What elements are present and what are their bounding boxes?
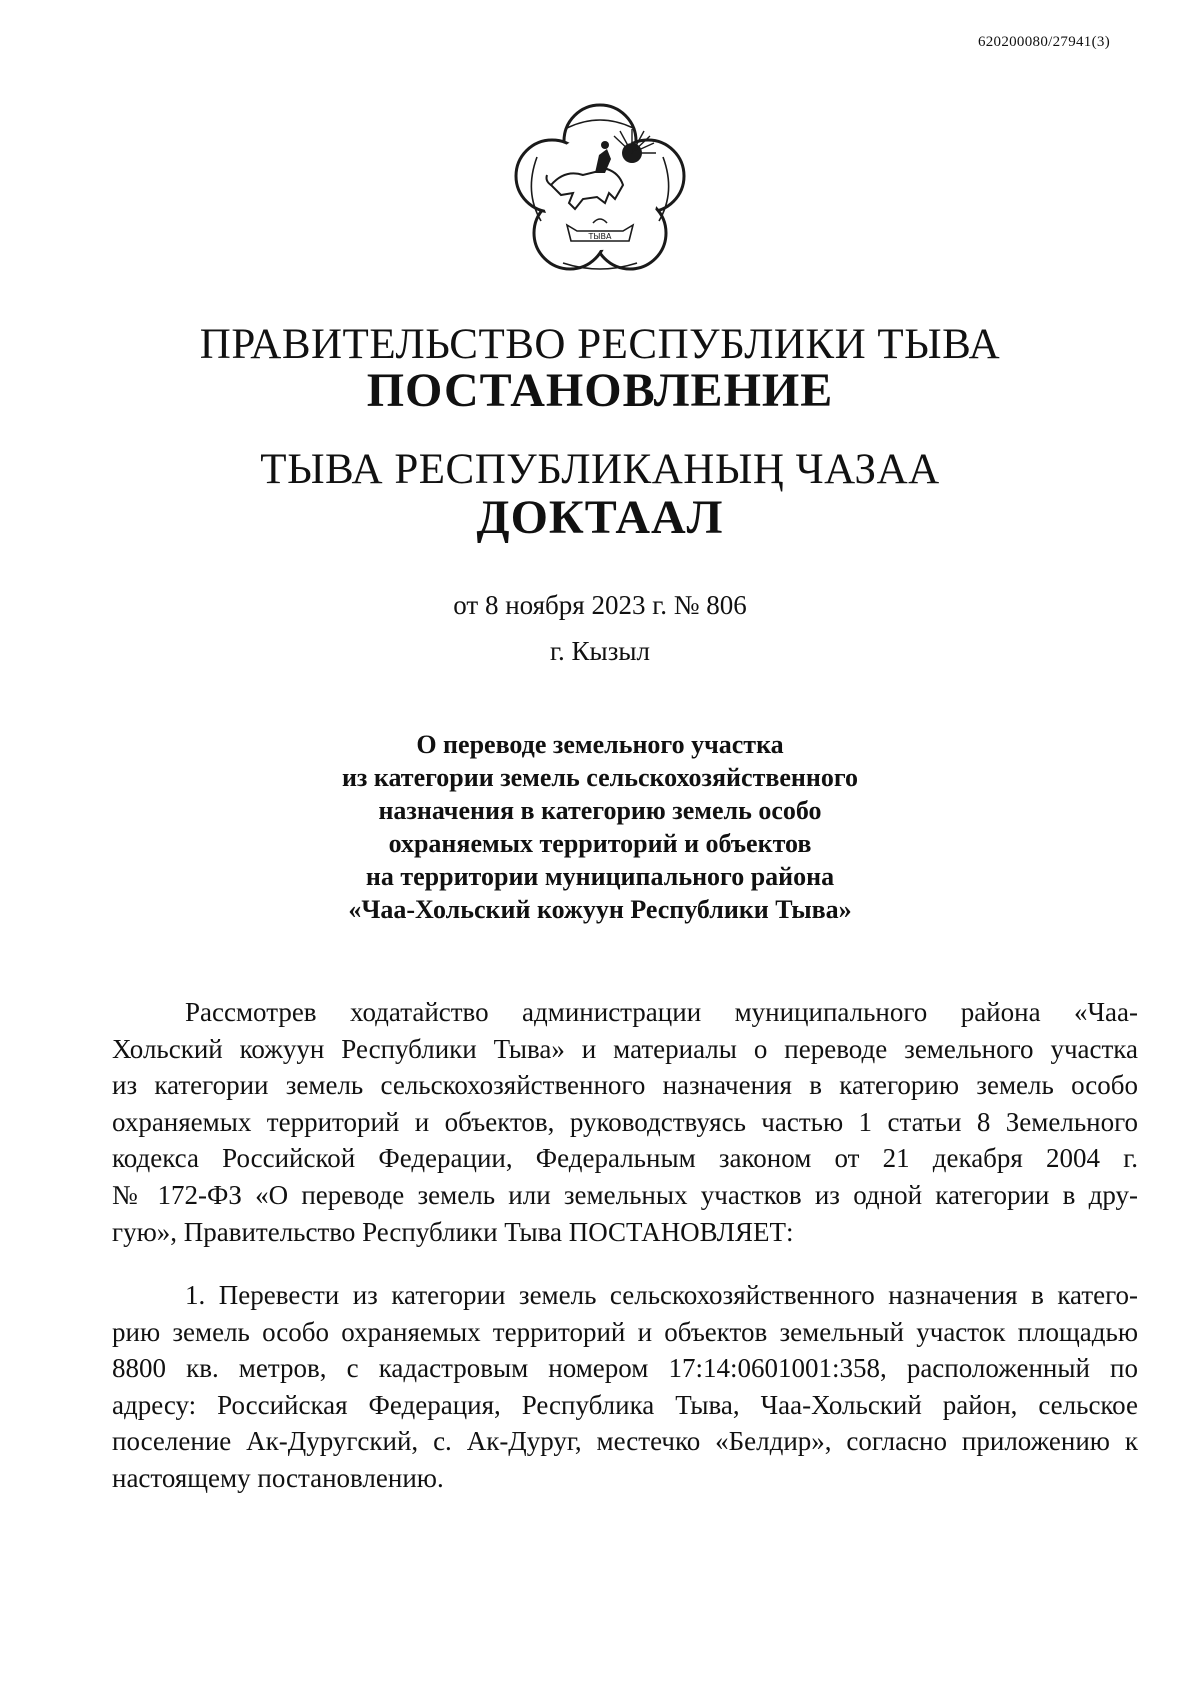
paragraph-line: Рассмотрев ходатайство администрации муниципального района «Чаа- bbox=[185, 997, 1138, 1027]
decree-title bbox=[250, 728, 950, 926]
title-line: из категории земель сельскохозяйственного bbox=[341, 763, 859, 792]
paragraph-line: из категории земель сельскохозяйственного назначения в категорию земель особо bbox=[112, 1070, 1138, 1101]
paragraph-line: поселение Ак-Дуругский, с. Ак-Дуруг, местечко «Белдир», согласно приложению к bbox=[112, 1426, 1138, 1457]
tuva-coat-of-arms-icon bbox=[511, 103, 689, 281]
title-line: О переводе земельного участка bbox=[416, 730, 784, 759]
preamble-paragraph bbox=[112, 994, 1138, 1250]
paragraph-line: настоящему постановлению. bbox=[112, 1462, 444, 1493]
title-line: охраняемых территорий и объектов bbox=[388, 829, 812, 858]
title-line: «Чаа-Хольский кожуун Республики Тыва» bbox=[348, 895, 852, 924]
paragraph-line: рию земель особо охраняемых территорий и объектов земельный участок площадью bbox=[112, 1316, 1138, 1347]
paragraph-line: Хольский кожуун Республики Тыва» и материалы о переводе земельного участка bbox=[112, 1033, 1138, 1064]
paragraph-line: охраняемых территорий и объектов, руководствуясь частью 1 статьи 8 Земельного bbox=[112, 1106, 1138, 1137]
government-name-tyv: ТЫВА РЕСПУБЛИКАНЫҢ ЧАЗАА bbox=[260, 446, 940, 493]
paragraph-line: 1. Перевести из категории земель сельскохозяйственного назначения в катего- bbox=[185, 1280, 1138, 1310]
clause-1-paragraph bbox=[112, 1277, 1138, 1497]
decree-type-ru: ПОСТАНОВЛЕНИЕ bbox=[366, 364, 834, 417]
paragraph-line: гую», Правительство Республики Тыва ПОСТАНОВЛЯЕТ: bbox=[112, 1216, 794, 1247]
title-line: на территории муниципального района bbox=[365, 862, 835, 891]
paragraph-line: 8800 кв. метров, с кадастровым номером 17:14:0601001:358, расположенный по bbox=[112, 1353, 1138, 1384]
emblem-ribbon-text: ТЫВА bbox=[588, 232, 612, 241]
paragraph-line: № 172-ФЗ «О переводе земель или земельных участков из одной категории в дру- bbox=[112, 1179, 1138, 1210]
decree-city: г. Кызыл bbox=[550, 636, 650, 666]
decree-date-number: от 8 ноября 2023 г. № 806 bbox=[453, 590, 747, 620]
decree-type-tyv: ДОКТААЛ bbox=[476, 491, 724, 544]
document-id: 620200080/27941(3) bbox=[977, 34, 1110, 50]
paragraph-line: адресу: Российская Федерация, Республика Тыва, Чаа-Хольский район, сельское bbox=[112, 1389, 1138, 1420]
title-line: назначения в категорию земель особо bbox=[378, 796, 822, 825]
paragraph-line: кодекса Российской Федерации, Федеральным законом от 21 декабря 2004 г. bbox=[112, 1143, 1138, 1174]
government-name-ru: ПРАВИТЕЛЬСТВО РЕСПУБЛИКИ ТЫВА bbox=[199, 321, 1001, 368]
